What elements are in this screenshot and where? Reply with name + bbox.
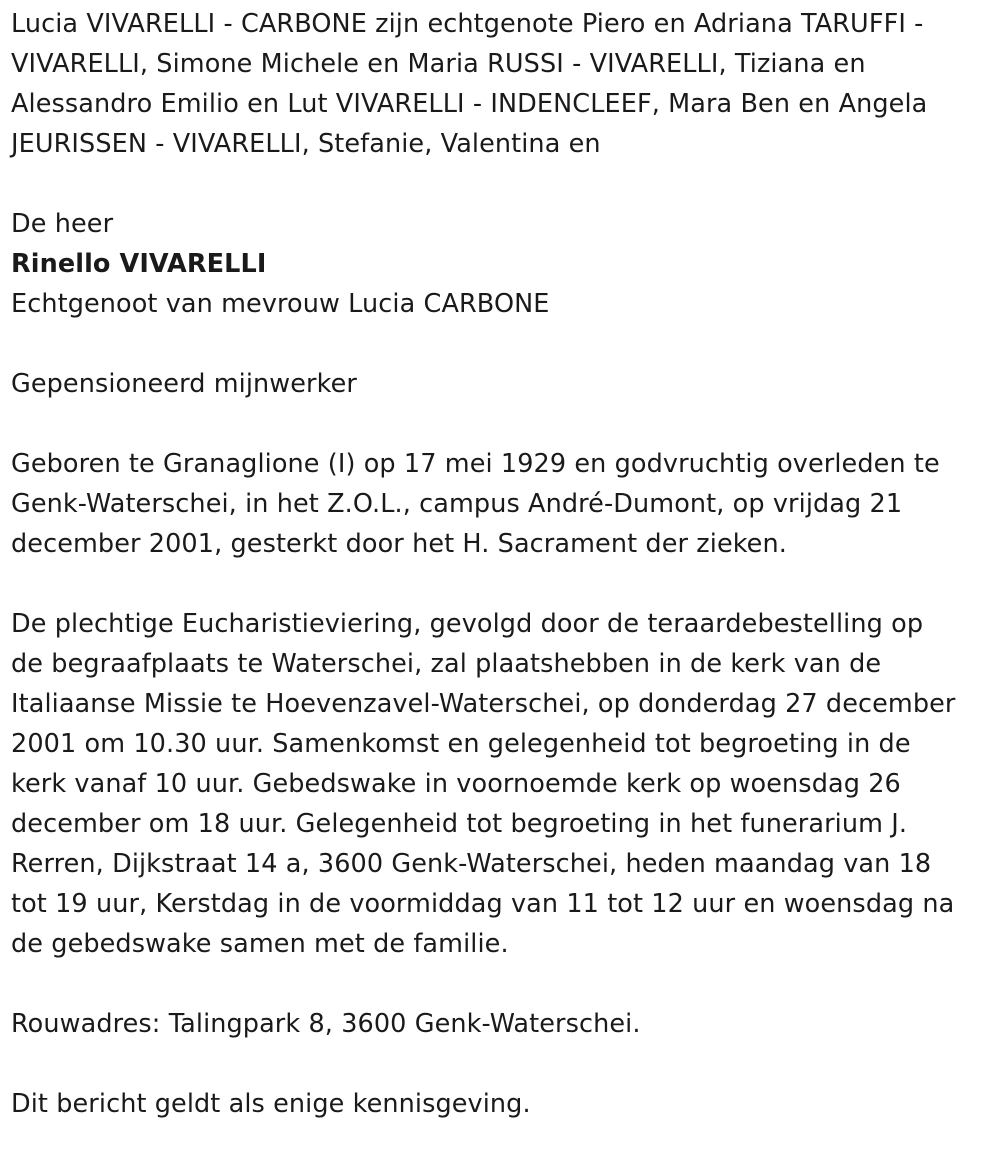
closing-note: Dit bericht geldt als enige kennisgeving. — [11, 1089, 531, 1119]
deceased-name: Rinello VIVARELLI — [11, 249, 267, 279]
ceremony-line: de gebedswake samen met de familie. — [11, 929, 509, 959]
paragraph-gap — [11, 1044, 991, 1084]
family-line: Alessandro Emilio en Lut VIVARELLI - INDENCLEEF, Mara Ben en Angela — [11, 89, 928, 119]
birth-death-line: Geboren te Granaglione (I) op 17 mei 1929 en godvruchtig overleden te — [11, 449, 940, 479]
paragraph-gap — [11, 324, 991, 364]
ceremony-line: De plechtige Eucharistieviering, gevolgd door de teraardebestelling op — [11, 609, 924, 639]
paragraph-gap — [11, 564, 991, 604]
ceremony-line: Rerren, Dijkstraat 14 a, 3600 Genk-Waterschei, heden maandag van 18 — [11, 849, 932, 879]
ceremony-line: de begraafplaats te Waterschei, zal plaatshebben in de kerk van de — [11, 649, 882, 679]
paragraph-gap — [11, 164, 991, 204]
mourning-address: Rouwadres: Talingpark 8, 3600 Genk-Waterschei. — [11, 1009, 641, 1039]
family-line: Lucia VIVARELLI - CARBONE zijn echtgenote Piero en Adriana TARUFFI - — [11, 9, 924, 39]
family-line: VIVARELLI, Simone Michele en Maria RUSSI - VIVARELLI, Tiziana en — [11, 49, 866, 79]
ceremony-line: tot 19 uur, Kerstdag in de voormiddag van 11 tot 12 uur en woensdag na — [11, 889, 955, 919]
ceremony-line: kerk vanaf 10 uur. Gebedswake in voornoemde kerk op woensdag 26 — [11, 769, 901, 799]
birth-death-line: Genk-Waterschei, in het Z.O.L., campus André-Dumont, op vrijdag 21 — [11, 489, 903, 519]
birth-death-line: december 2001, gesterkt door het H. Sacrament der zieken. — [11, 529, 787, 559]
family-paragraph — [11, 4, 991, 164]
spouse-line: Echtgenoot van mevrouw Lucia CARBONE — [11, 289, 550, 319]
ceremony-paragraph — [11, 604, 991, 964]
ceremony-line: Italiaanse Missie te Hoevenzavel-Waterschei, op donderdag 27 december — [11, 689, 956, 719]
salutation: De heer — [11, 209, 114, 239]
paragraph-gap — [11, 404, 991, 444]
birth-death-paragraph — [11, 444, 991, 564]
ceremony-line: december om 18 uur. Gelegenheid tot begroeting in het funerarium J. — [11, 809, 908, 839]
obituary-document — [11, 4, 991, 1124]
paragraph-gap — [11, 964, 991, 1004]
family-line: JEURISSEN - VIVARELLI, Stefanie, Valentina en — [11, 129, 601, 159]
profession: Gepensioneerd mijnwerker — [11, 369, 357, 399]
ceremony-line: 2001 om 10.30 uur. Samenkomst en gelegenheid tot begroeting in de — [11, 729, 911, 759]
